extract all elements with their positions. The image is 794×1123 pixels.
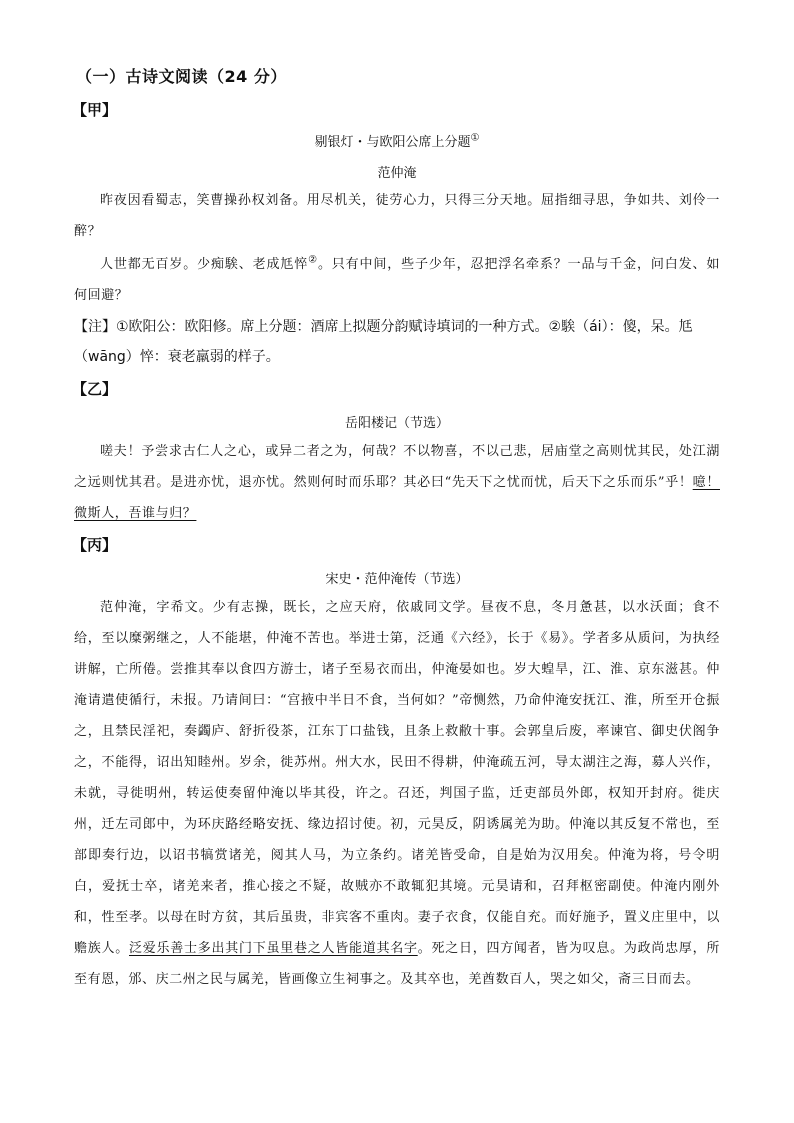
label-yi: 【乙】 (72, 380, 118, 398)
poem-paragraph-1: 昨夜因看蜀志，笑曹操孙权刘备。用尽机关，徒劳心力，只得三分天地。屈指细寻思，争如共、刘伶一醉？ (74, 193, 720, 239)
yi-paragraph-text: 嗟夫！予尝求古仁人之心，或异二者之为，何哉？不以物喜，不以己悲，居庙堂之高则忧其民，处江湖之远则忧其君。是进亦忧，退亦忧。然则何时而乐耶？其必曰“先天下之忧而忧，后天下之乐而乐”乎！ (74, 444, 720, 490)
yi-underlined-sentence: 噫！微斯人，吾谁与归？ (74, 475, 720, 521)
bing-underlined-sentence: 泛爱乐善士多出其门下虽里巷之人皆能道其名字 (129, 941, 418, 956)
yi-paragraph (74, 436, 720, 529)
section-title: （一）古诗文阅读（24 分） (76, 67, 287, 86)
poem-author: 范仲淹 (377, 166, 417, 181)
poem-paragraph-2-text-b: 。只有中间，些子少年，忍把浮名牵系？一品与千金，问白发、如何回避？ (74, 257, 720, 303)
bing-title: 宋史・范仲淹传（节选） (325, 572, 469, 587)
poem-paragraph-2-text-a: 人世都无百岁。少痴騃、老成尪悴 (100, 257, 309, 272)
bing-paragraph-end: 。死之日，四方闻者，皆为叹息。为政尚忠厚，所至有恩，邠、庆二州之民与属羌，皆画像立生祠事之。及其卒也，羌酋数百人，哭之如父，斋三日而去。 (74, 941, 720, 987)
bing-paragraph-text: 范仲淹，字希文。少有志操，既长，之应天府，依戚同文学。昼夜不息，冬月惫甚，以水沃面；食不给，至以糜粥继之，人不能堪，仲淹不苦也。举进士第，泛通《六经》，长于《易》。学者多从质问，为执经讲解，亡所倦。尝推其奉以食四方游士，诸子至易衣而出，仲淹晏如也。岁大蝗旱，江、淮、京东滋甚。仲淹请遣使循行，未报。乃请间曰：“宫掖中半日不食，当何如？”帝恻然，乃命仲淹安抚江、淮，所至开仓振之，且禁民淫祀，奏蠲庐、舒折役茶，江东丁口盐钱，且条上救敝十事。会郭皇后废，率谏官、御史伏阁争之，不能得，诏出知睦州。岁余，徙苏州。州大水，民田不得耕，仲淹疏五河，导太湖注之海，募人兴作，未就，寻徙明州，转运使奏留仲淹以毕其役，许之。召还，判国子监，迁吏部员外郎，权知开封府。徙庆州，迁左司郎中，为环庆路经略安抚、缘边招讨使。初，元昊反，阴诱属羌为助。仲淹以其反复不常也，至部即奏行边，以诏书犒赏诸羌，阅其人马，为立条约。诸羌皆受命，自是始为汉用矣。仲淹为将，号令明白，爱抚士卒，诸羌来者，推心接之不疑，故贼亦不敢辄犯其境。元昊请和，召拜枢密副使。仲淹内刚外和，性至孝。以母在时方贫，其后虽贵，非宾客不重肉。妻子衣食，仅能自充。而好施予，置义庄里中，以赡族人。 (74, 600, 720, 956)
poem-paragraph-2-note-marker: ② (308, 254, 318, 266)
yi-title: 岳阳楼记（节选） (344, 416, 449, 431)
poem-title (0, 131, 794, 150)
poem-paragraph-2 (74, 249, 720, 311)
label-jia: 【甲】 (72, 101, 118, 119)
poem-title-text: 剔银灯・与欧阳公席上分题 (314, 135, 471, 150)
bing-paragraph (74, 592, 720, 995)
poem-notes: 【注】①欧阳公：欧阳修。席上分题：酒席上拟题分韵赋诗填词的一种方式。②騃（ái）：傻，呆。尪（wāng）悴：衰老羸弱的样子。 (74, 319, 693, 365)
poem-title-note-marker: ① (470, 132, 480, 144)
label-bing: 【丙】 (72, 536, 118, 554)
